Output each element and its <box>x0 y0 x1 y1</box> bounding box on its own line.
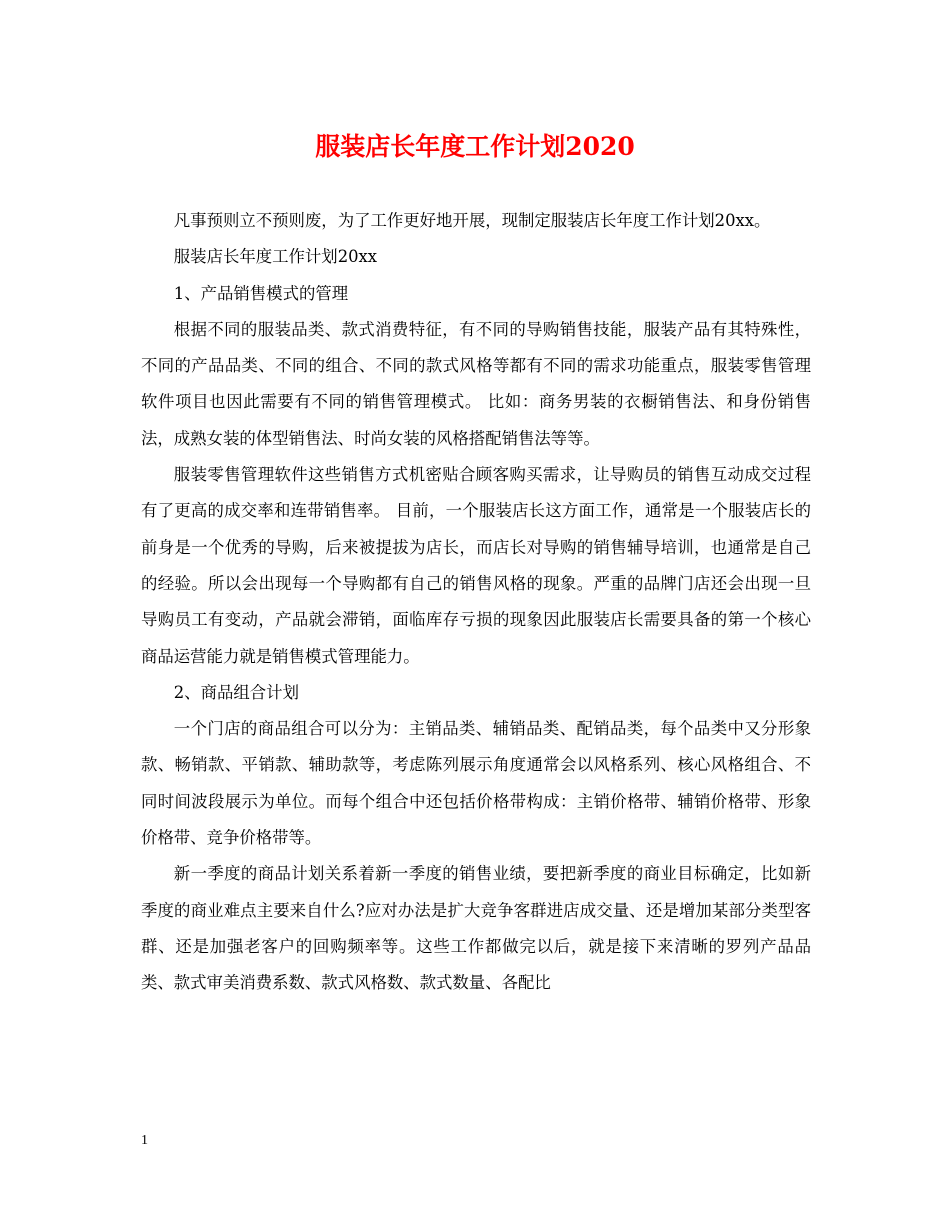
page-number: 1 <box>141 1133 148 1148</box>
paragraph-intro: 凡事预则立不预则废，为了工作更好地开展，现制定服装店长年度工作计划20xx。 <box>173 211 771 230</box>
page-title: 服装店长年度工作计划2020 <box>315 132 635 161</box>
section-heading-1: 1、产品销售模式的管理 <box>173 283 349 303</box>
paragraph-subtitle: 服装店长年度工作计划20xx <box>173 247 378 267</box>
section-heading-2: 2、商品组合计划 <box>173 682 299 702</box>
paragraph: 新一季度的商品计划关系着新一季度的销售业绩，要把新季度的商业目标确定，比如新季度的商业难点主要来自什么?应对办法是扩大竞争客群进店成交量、还是增加某部分类型客群、还是加强老客户的回购频率等。这些工作都做完以后，就是接下来清晰的罗列产品品类、款式审美消费系数、款式风格数、款式数量、各配比 <box>141 864 811 993</box>
document-body <box>141 203 811 1002</box>
paragraph: 根据不同的服装品类、款式消费特征，有不同的导购销售技能，服装产品有其特殊性，不同的产品品类、不同的组合、不同的款式风格等都有不同的需求功能重点，服装零售管理软件项目也因此需要有不同的销售管理模式。 比如：商务男装的衣橱销售法、和身份销售法，成熟女装的体型销售法、时尚女装的风格搭配销售法等等。 <box>141 319 811 448</box>
paragraph: 服装零售管理软件这些销售方式机密贴合顾客购买需求，让导购员的销售互动成交过程有了更高的成交率和连带销售率。 目前，一个服装店长这方面工作，通常是一个服装店长的前身是一个优秀的导购，后来被提拔为店长，而店长对导购的销售辅导培训，也通常是自己的经验。所以会出现每一个导购都有自己的销售风格的现象。严重的品牌门店还会出现一旦导购员工有变动，产品就会滞销，面临库存亏损的现象因此服装店长需要具备的第一个核心商品运营能力就是销售模式管理能力。 <box>141 465 811 666</box>
paragraph: 一个门店的商品组合可以分为：主销品类、辅销品类、配销品类，每个品类中又分形象款、畅销款、平销款、辅助款等，考虑陈列展示角度通常会以风格系列、核心风格组合、不同时间波段展示为单位。而每个组合中还包括价格带构成：主销价格带、辅销价格带、形象价格带、竞争价格带等。 <box>141 719 811 848</box>
